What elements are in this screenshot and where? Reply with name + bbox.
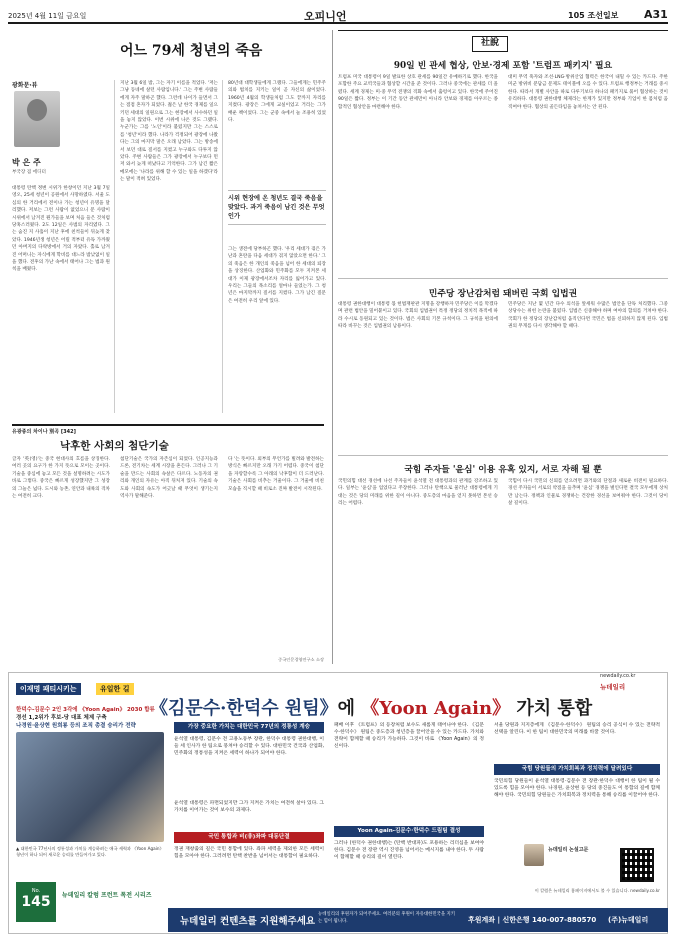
masthead (8, 6, 668, 24)
column-paragraph: 대통령 탄핵 정변 시위가 한창이던 지난 3월 7일 영오, 25세 청년이 공원에서 사망하였다. 서울 도심의 한 거리에서 전이나 가는 청년이 유명을 달리했다. 저보는 그런 사람이 없었으니 문 사람이 시위에서 남겨진 뭔가들을 보며 처음 들은 것처럼 당혹스러웠다. 2도 12일은 사범의 자리였다. 그는 숨진 지 사흘이 지난 후에 친척들이 뒤늦게 찾았다. 1946년생 청년은 어릴 적부터 유독 가까웠던 아버지의 다락방에서 거의 자랐다. 홀로 남겨진 어머니는 자식에게 학비를 대느라 밤낮없이 일을 했다. 전후의 가난 속에서 태어나 그는 법과 원칙을 배웠다. (12, 186, 110, 273)
ad-headline-part: 《Yoon Again》 (361, 698, 511, 719)
editorial-paragraph: 국민의힘 대선 경선에 나선 주자들이 윤석열 전 대통령과의 관계를 강조하고 있다. 일부는 '윤심'을 업었다고 주장한다. 그러나 탄핵으로 물러난 대통령에게 기대는 것은 당의 미래를 위한 길이 아니다. 중도층의 마음을 얻지 못하면 본선 승리는 어렵다. (338, 479, 498, 507)
ad-site-url: newdaily.co.kr (600, 673, 636, 679)
ad-footer-bar (168, 908, 668, 932)
editorial-badge: 社說 (472, 36, 508, 52)
ad-series-label: 뉴데일리 칼럼 프런트 폭전 시리즈 (62, 892, 152, 899)
column-body-col2 (120, 80, 218, 413)
editorial-separator (338, 278, 668, 279)
ad-contact: 이 칼럼은 뉴데일리 홈페이지에서도 볼 수 있습니다. newdaily.co.kr (534, 888, 660, 893)
ad-signer: 뉴데일리 논설고문 (548, 847, 589, 853)
ad-headline (150, 694, 592, 720)
essay-body-col1 (12, 456, 110, 664)
editorial-1-col1 (338, 74, 498, 272)
ad-box-3-head: 국민 통합과 비(非)좌파 대동단결 (174, 832, 324, 843)
ad-issue-number: 145 (21, 894, 51, 910)
editorial-3-title: 국힘 주자들 '윤심' 이용 유혹 있지, 서로 자해 될 뿐 (404, 465, 602, 475)
ad-box-4-text: 패배 이후 《트럼프》의 등장처럼 보수도 새롭게 태어나야 한다. 《김문수·한덕수》 원팀은 중도층과 청년층을 끌어안을 수 있는 카드다. 가치와 전략이 함께할 때 승리가 가능하다. 그것이 바로 《Yoon Again》의 정신이다. (334, 723, 484, 749)
column-divider (114, 80, 115, 413)
essay-body-col3 (228, 456, 324, 656)
ad-footer-headline: 뉴데일리 컨텐츠를 지원해주세요 (180, 916, 316, 927)
page-date: 2025년 4월 11일 금요일 (8, 12, 87, 20)
paper-name: 105 조선일보 (568, 11, 619, 20)
ad-box-5-head: Yoon Again-김문수·한덕수 드림팀 결성 (334, 826, 484, 837)
editorial-paragraph: 대미 무역 흑자와 조선·LNG·방위산업 협력은 한국이 내밀 수 있는 카드다. 주한미군 방위비 분담금 문제도 테이블에 오를 수 있다. 트럼프 행정부는 거래를 중시한다. 따라서 개별 사안을 따로 다루기보다 하나의 패키지로 묶어 협상하는 것이 유리하다. 대통령 권한대행 체제라는 한계가 있지만 정부와 기업이 한 몸처럼 움직여야 한다. 협상의 골든타임을 놓쳐서는 안 된다. (508, 75, 668, 110)
editorial-3-col1 (338, 478, 498, 664)
column-body-col1 (12, 185, 110, 413)
section-divider (332, 30, 333, 664)
editorial-2-col2 (508, 301, 668, 451)
ad-box-1-text: 윤석열 대통령, 김문수 전 고용노동부 장관, 한덕수 대통령 권한대행, 이들 세 인사가 한 팀으로 뭉쳐야 승리할 수 있다. 대한민국 건국과 산업화, 민주화의 정통성을 지켜온 세력이 하나가 되어야 한다. (174, 737, 324, 756)
column-body-col3-bottom (228, 246, 326, 413)
column-paragraph: 80년대 대학생들에게 그랬다. 그들에게는 민주주의와 법치를 지키는 일이 곧 자신의 삶이었다. 1960년 4월의 학생들처럼 그도 끝까지 자리를 지켰다. 광장은 그에게 교실이었고 거리는 그가 배운 책이었다. 그는 군중 속에서 늘 조용히 있었다. (228, 81, 326, 124)
ad-photo-caption: ▲ 대한민국 77년사의 정통성과 가치를 계승하려는 애국 세력과 《Yoon Again》 청년이 하나 되어 새로운 승리를 만들어가고 있다. (16, 846, 164, 857)
essay-paragraph: 다 '는 뜻이다. 외부의 무언가를 빌려와 발전하는 방식은 빠르지만 오래 가기 어렵다. 중국이 첨단을 자랑할수록 그 아래의 낙후함이 더 드러난다. 기술은 사회를 비추는 거울이다. 그 거울에 비친 모습을 직시할 때 비로소 진짜 발전이 시작된다. (228, 457, 324, 492)
ad-tag-2: 유일한 길 (96, 683, 134, 695)
editorial-separator (338, 455, 668, 456)
ad-box-6-text: 서울 당원과 지지층에게 《김문수·한덕수》 원팀의 승리 공식이 수 있는 전략적 선택을 알린다. 이 한 팀이 대한민국의 미래를 바꿀 것이다. (494, 723, 660, 735)
essay-credit: 중국인문경영연구소 소장 (278, 657, 324, 662)
author-name: 박 은 주 (12, 157, 41, 167)
ad-footer-brand: (주)뉴데일리 (608, 916, 649, 924)
author-role: 부국장 겸 에디터 (12, 170, 46, 175)
section-title: 오피니언 (304, 10, 347, 23)
editorial-paragraph: 트럼프 미국 대통령이 9일 발표한 상호 관세를 90일간 유예하기로 했다. 한국을 포함한 주요 교역국들과 협상할 시간을 준 것이다. 그러나 중국에는 관세를 더 올렸다. 세계 경제는 미·중 무역 전쟁의 격화 속에서 출렁이고 있다. 한국에 주어진 90일은 짧다. 정부는 이 기간 동안 관세만이 아니라 안보와 경제를 아우르는 종합적인 협상안을 마련해야 한다. (338, 75, 498, 110)
column-title: 어느 79세 청년의 죽음 (120, 43, 263, 59)
ad-subhead-2: 경선 1,2위가 후보-당 대표 체제 구축 (16, 715, 107, 721)
page-number: A31 (644, 8, 668, 21)
ad-box-1-head: 가장 중요한 가치는 대한민국 77년의 정통성 계승 (174, 722, 324, 733)
ad-tag-1: 이재명 패티시키는 (16, 683, 81, 695)
essay-title: 낙후한 사회의 첨단기술 (60, 440, 169, 452)
ad-donation-account: 후원계좌 | 신한은행 140-007-880570 (468, 916, 597, 924)
ad-issue-label: No. (31, 888, 41, 894)
ad-issue-badge (16, 882, 56, 922)
ad-headline-part: 《김문수·한덕수 원팀》 (150, 698, 338, 719)
author-photo (14, 91, 60, 147)
ad-subhead-3: 나경원·윤상현 원희룡 등의 조직 총결 승리가 전략 (16, 723, 136, 729)
editorial-2-title: 민주당 장난감처럼 돼버린 국회 입법권 (428, 289, 578, 299)
column-divider (222, 80, 223, 413)
column-paragraph: 그는 생전에 당부하곤 했다. '우리 세대가 겪은 가난과 혼란을 다음 세대가 겪지 않았으면 한다.' 그의 죽음은 한 개인의 죽음을 넘어 한 세대의 퇴장을 상징한다. 산업화와 민주화를 모두 지켜본 세대가 이제 광장에서조차 자리를 잃어가고 있다. 우리는 그들의 목소리를 얼마나 들었는가. 그 청년은 마지막까지 질서를 지켰다. 그가 남긴 질문은 여전히 우리 앞에 있다. (228, 247, 326, 304)
column-paragraph: 지난 3월 6일 밤, 그는 자기 이름을 적었다. '저는 그냥 동네에 살던 사람입니다.' 그는 주변 사람들에게 자주 말하곤 했다. 그런데 나이가 들면서 그는 점점 혼자가 되었다. 젊은 날 한국 경제를 일으키던 세대의 일원으로 그는 현장에서 사수하던 일을 놓지 않았다. 이번 시위에 나온 것도 그랬다. 누군가는 그를 '노인'이라 불렀지만 그는 스스로를 '청년'이라 했다. 나라가 걱정되어 광장에 나왔다는 그의 마지막 말은 오래 남았다. 그는 방송에서 보던 대로 질서를 지켰고 누구와도 다투지 않았다. 주변 사람들은 그가 광장에서 누구보다 먼저 와서 늦게 떠났다고 기억한다. 그가 남긴 짧은 메모에는 '나라를 위해 할 수 있는 일을 하겠다'라는 말이 적혀 있었다. (120, 81, 218, 183)
editorial-2-col1 (338, 301, 498, 451)
column-body-col3-top (228, 80, 326, 186)
pull-quote: 시위 현장에 온 청년도 결국 죽음을 맞았다. 과거 죽음이 남긴 것은 무엇인가 (228, 190, 326, 225)
ad-box-7-head: 국힘 당원들의 가치회복과 정치력에 달려있다 (494, 764, 660, 775)
qr-code-icon[interactable] (620, 848, 654, 882)
column-series-label: 광화문·뷰 (12, 82, 38, 89)
ad-brand: 뉴데일리 (600, 683, 626, 691)
editorial-paragraph: 민주당은 지난 몇 년간 다수 의석을 앞세워 수많은 법안을 단독 처리했다. 그중 상당수는 위헌 논란을 불렀다. 입법은 신중해야 하며 여야의 합의를 거쳐야 한다. 국회가 한 정당의 장난감처럼 움직인다면 국민은 법을 신뢰하지 않게 된다. 입법권의 무게를 다시 생각해야 할 때다. (508, 302, 668, 330)
essay-series-header: 유광종의 차이나 別곡 [342] (12, 424, 324, 435)
editorial-paragraph: 대통령 권한대행이 대통령 몫 헌법재판관 지명을 강행하자 민주당은 이를 막겠다며 관련 법안을 밀어붙이고 있다. 국회의 입법권이 특정 정당의 정치적 목적에 따라 수시로 동원되고 있는 것이다. 법은 사회의 기본 규칙이다. 그 규칙을 편의에 따라 바꾸는 것은 입법권의 남용이다. (338, 302, 498, 330)
editorial-paragraph: 국힘이 다시 국민의 신뢰를 얻으려면 과거와의 단절과 새로운 비전이 필요하다. 경선 주자들이 서로의 약점을 들추며 '윤심' 경쟁을 벌인다면 결국 모두에게 상처만 남는다. 정책과 인물로 경쟁하는 건강한 경선을 보여줘야 한다. 그것이 당이 살 길이다. (508, 479, 668, 507)
ad-headline-part: 에 (337, 698, 362, 719)
editorial-1-title: 90일 빈 관세 협상, 안보·경제 포함 '트럼프 패키지' 필요 (393, 61, 613, 71)
editorial-1-col2 (508, 74, 668, 272)
essay-paragraph: 글자 '英(영)'는 중국 현대사의 흐름을 상징한다. 여러 곳의 요구가 한 가지 뜻으로 모이는 곳이다. 기술을 중심에 놓고 모든 것을 설명하려는 시도가 바로 그렇다. 중국은 빠르게 성장했지만 그 성장의 그늘은 넓다. 도시와 농촌, 연안과 내륙의 격차는 여전히 크다. (12, 457, 110, 500)
essay-body-col2 (120, 456, 218, 664)
essay-paragraph: 첨단기술은 국가의 자존심이 되었다. 인공지능과 드론, 전기차는 세계 시장을 흔든다. 그러나 그 기술을 만드는 사회의 속살은 다르다. 노동자의 권리와 개인의 자유는 아직 뒤처져 있다. 기술의 속도와 사회의 속도가 어긋날 때 무엇이 생기는지 역사가 말해준다. (120, 457, 218, 500)
ad-rally-photo (16, 732, 164, 842)
ad-headline-part: 가치 통합 (510, 698, 593, 719)
ad-box-7-text: 국민의힘 당원들이 윤석열 대통령·김문수 전 장관·한덕수 대행이 한 팀이 될 수 있도록 힘을 모아야 한다. 나경원, 윤상현 등 당의 중진들도 이 통합의 길에 함께해야 한다. 국민의힘 당원들은 가치회복과 정치력을 통해 승리를 이끌어야 한다. (494, 779, 660, 798)
ad-subhead-1: 한덕수-김문수 2인 3각에 《Yoon Again》 2030 합류 (16, 707, 155, 713)
editorial-top-rule (338, 30, 668, 31)
ad-box-2-text: 윤석열 대통령은 파면되었지만 그가 지켜온 가치는 여전히 살아 있다. 그 가치를 이어가는 것이 보수의 과제다. (174, 801, 324, 813)
ad-footer-note: 뉴데일리의 후원자가 되어주세요. 여러분의 후원이 자유대한민국을 지키는 힘이 됩니다. (318, 912, 456, 924)
ad-box-3-text: 정권 재창출의 길은 국민 통합에 있다. 좌파 세력을 제외한 모든 세력이 힘을 모아야 한다. 그러려면 탄핵 찬반을 넘어서는 대통합이 필요하다. (174, 847, 324, 859)
ad-box-5-text: 그러나 (한덕수 권한대행)는 (탄핵 반대파)도 포용하는 리더십을 보여야 한다. 김문수 전 장관 역시 진영을 넘어서는 메시지를 내야 한다. 두 사람이 함께할 때 승리의 길이 열린다. (334, 841, 484, 860)
ad-signer-photo (524, 844, 544, 866)
editorial-3-col2 (508, 478, 668, 664)
